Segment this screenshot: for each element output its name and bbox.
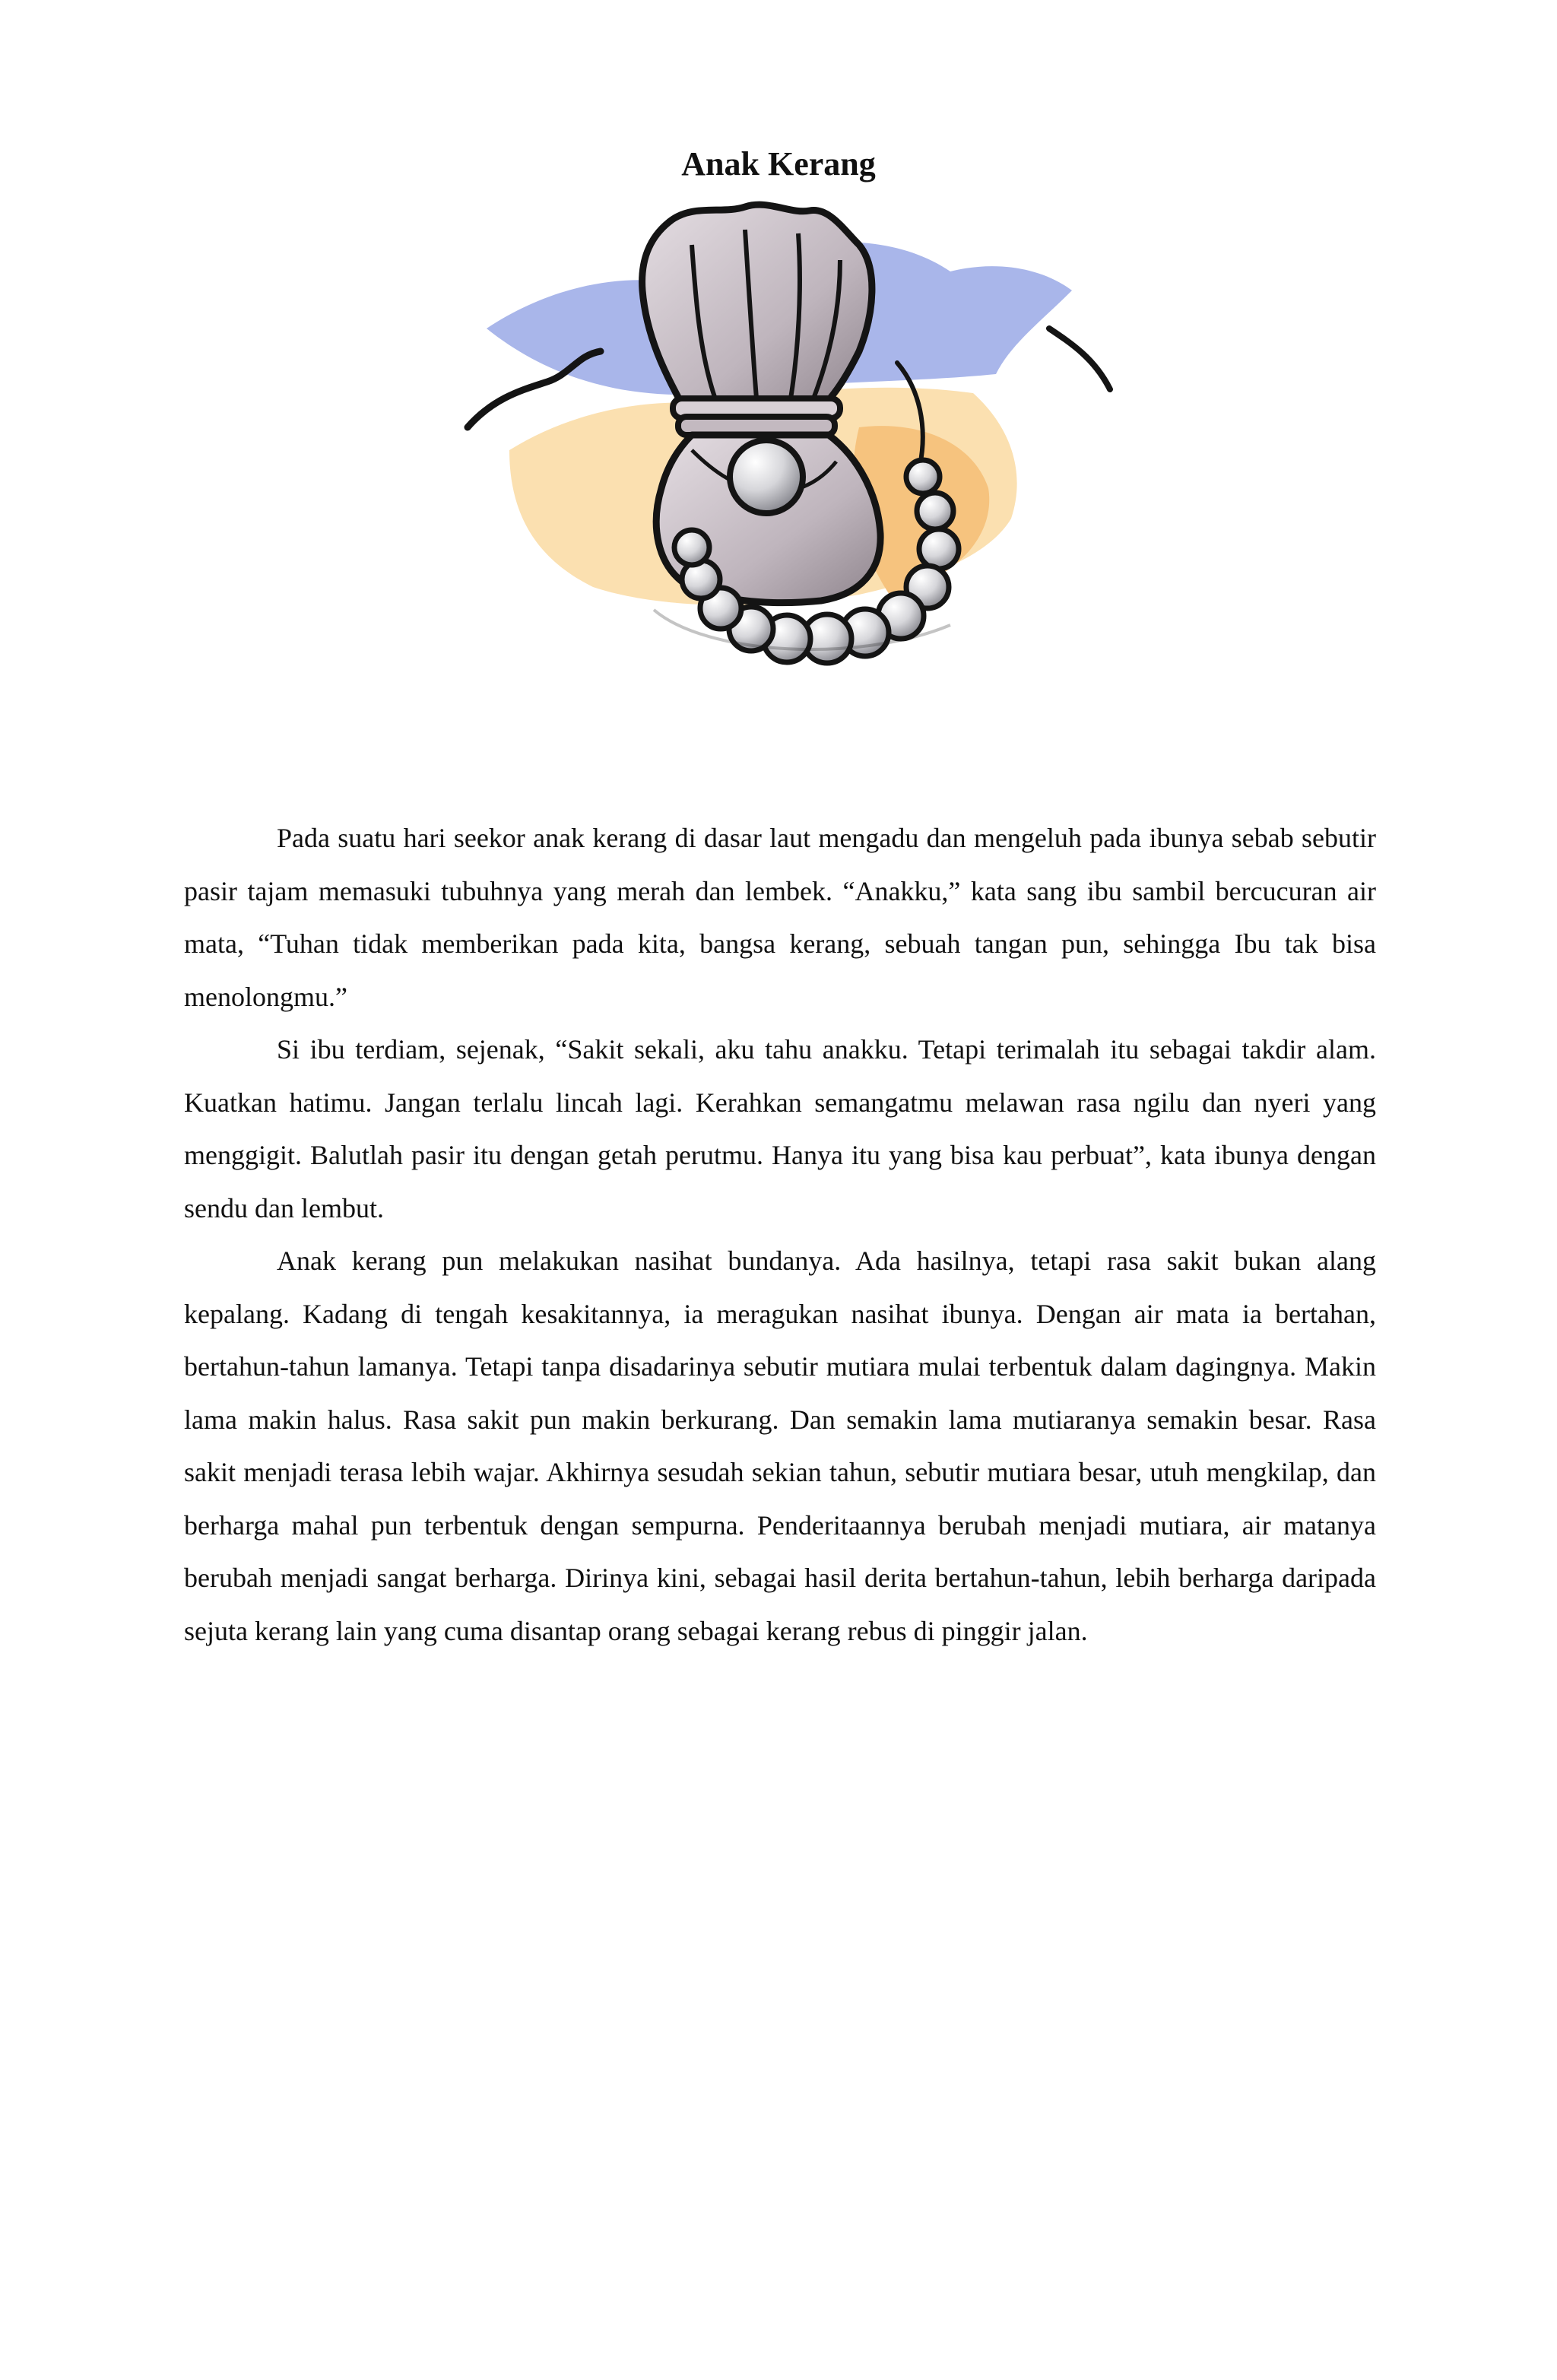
- paragraph-1: Pada suatu hari seekor anak kerang di dasar laut mengadu dan mengeluh pada ibunya sebab sebutir pasir tajam memasuki tubuhnya yang merah dan lembek. “Anakku,” kata sang ibu sambil bercucuran air mata, “Tuhan tidak memberikan pada kita, bangsa kerang, sebuah tangan pun, sehingga Ibu tak bisa menolongmu.”: [184, 823, 1376, 1012]
- story-body: [184, 812, 1376, 1658]
- wave-line-left: [468, 351, 601, 427]
- wave-line-right: [1049, 328, 1110, 389]
- paragraph-3: Anak kerang pun melakukan nasihat bundanya. Ada hasilnya, tetapi rasa sakit bukan alang kepalang. Kadang di tengah kesakitannya, ia meragukan nasihat ibunya. Dengan air mata ia bertahan, bertahun-tahun lamanya. Tetapi tanpa disadarinya sebutir mutiara mulai terbentuk dalam dagingnya. Makin lama makin halus. Rasa sakit pun makin berkurang. Dan semakin lama mutiaranya semakin besar. Rasa sakit menjadi terasa lebih wajar. Akhirnya sesudah sekian tahun, sebutir mutiara besar, utuh mengkilap, dan berharga mahal pun terbentuk dengan sempurna. Penderitaannya berubah menjadi mutiara, air matanya berubah menjadi sangat berharga. Dirinya kini, sebagai hasil derita bertahun-tahun, lebih berharga daripada sejuta kerang lain yang cuma disantap orang sebagai kerang rebus di pinggir jalan.: [184, 1246, 1376, 1646]
- clam-pearl-illustration: [464, 199, 1118, 777]
- big-pearl: [730, 440, 803, 513]
- paragraph-2: Si ibu terdiam, sejenak, “Sakit sekali, aku tahu anakku. Tetapi terimalah itu sebagai takdir alam. Kuatkan hatimu. Jangan terlalu lincah lagi. Kerahkan semangatmu melawan rasa ngilu dan nyeri yang menggigit. Balutlah pasir itu dengan getah perutmu. Hanya itu yang bisa kau perbuat”, kata ibunya dengan sendu dan lembut.: [184, 1034, 1376, 1223]
- page-title: Anak Kerang: [681, 145, 876, 182]
